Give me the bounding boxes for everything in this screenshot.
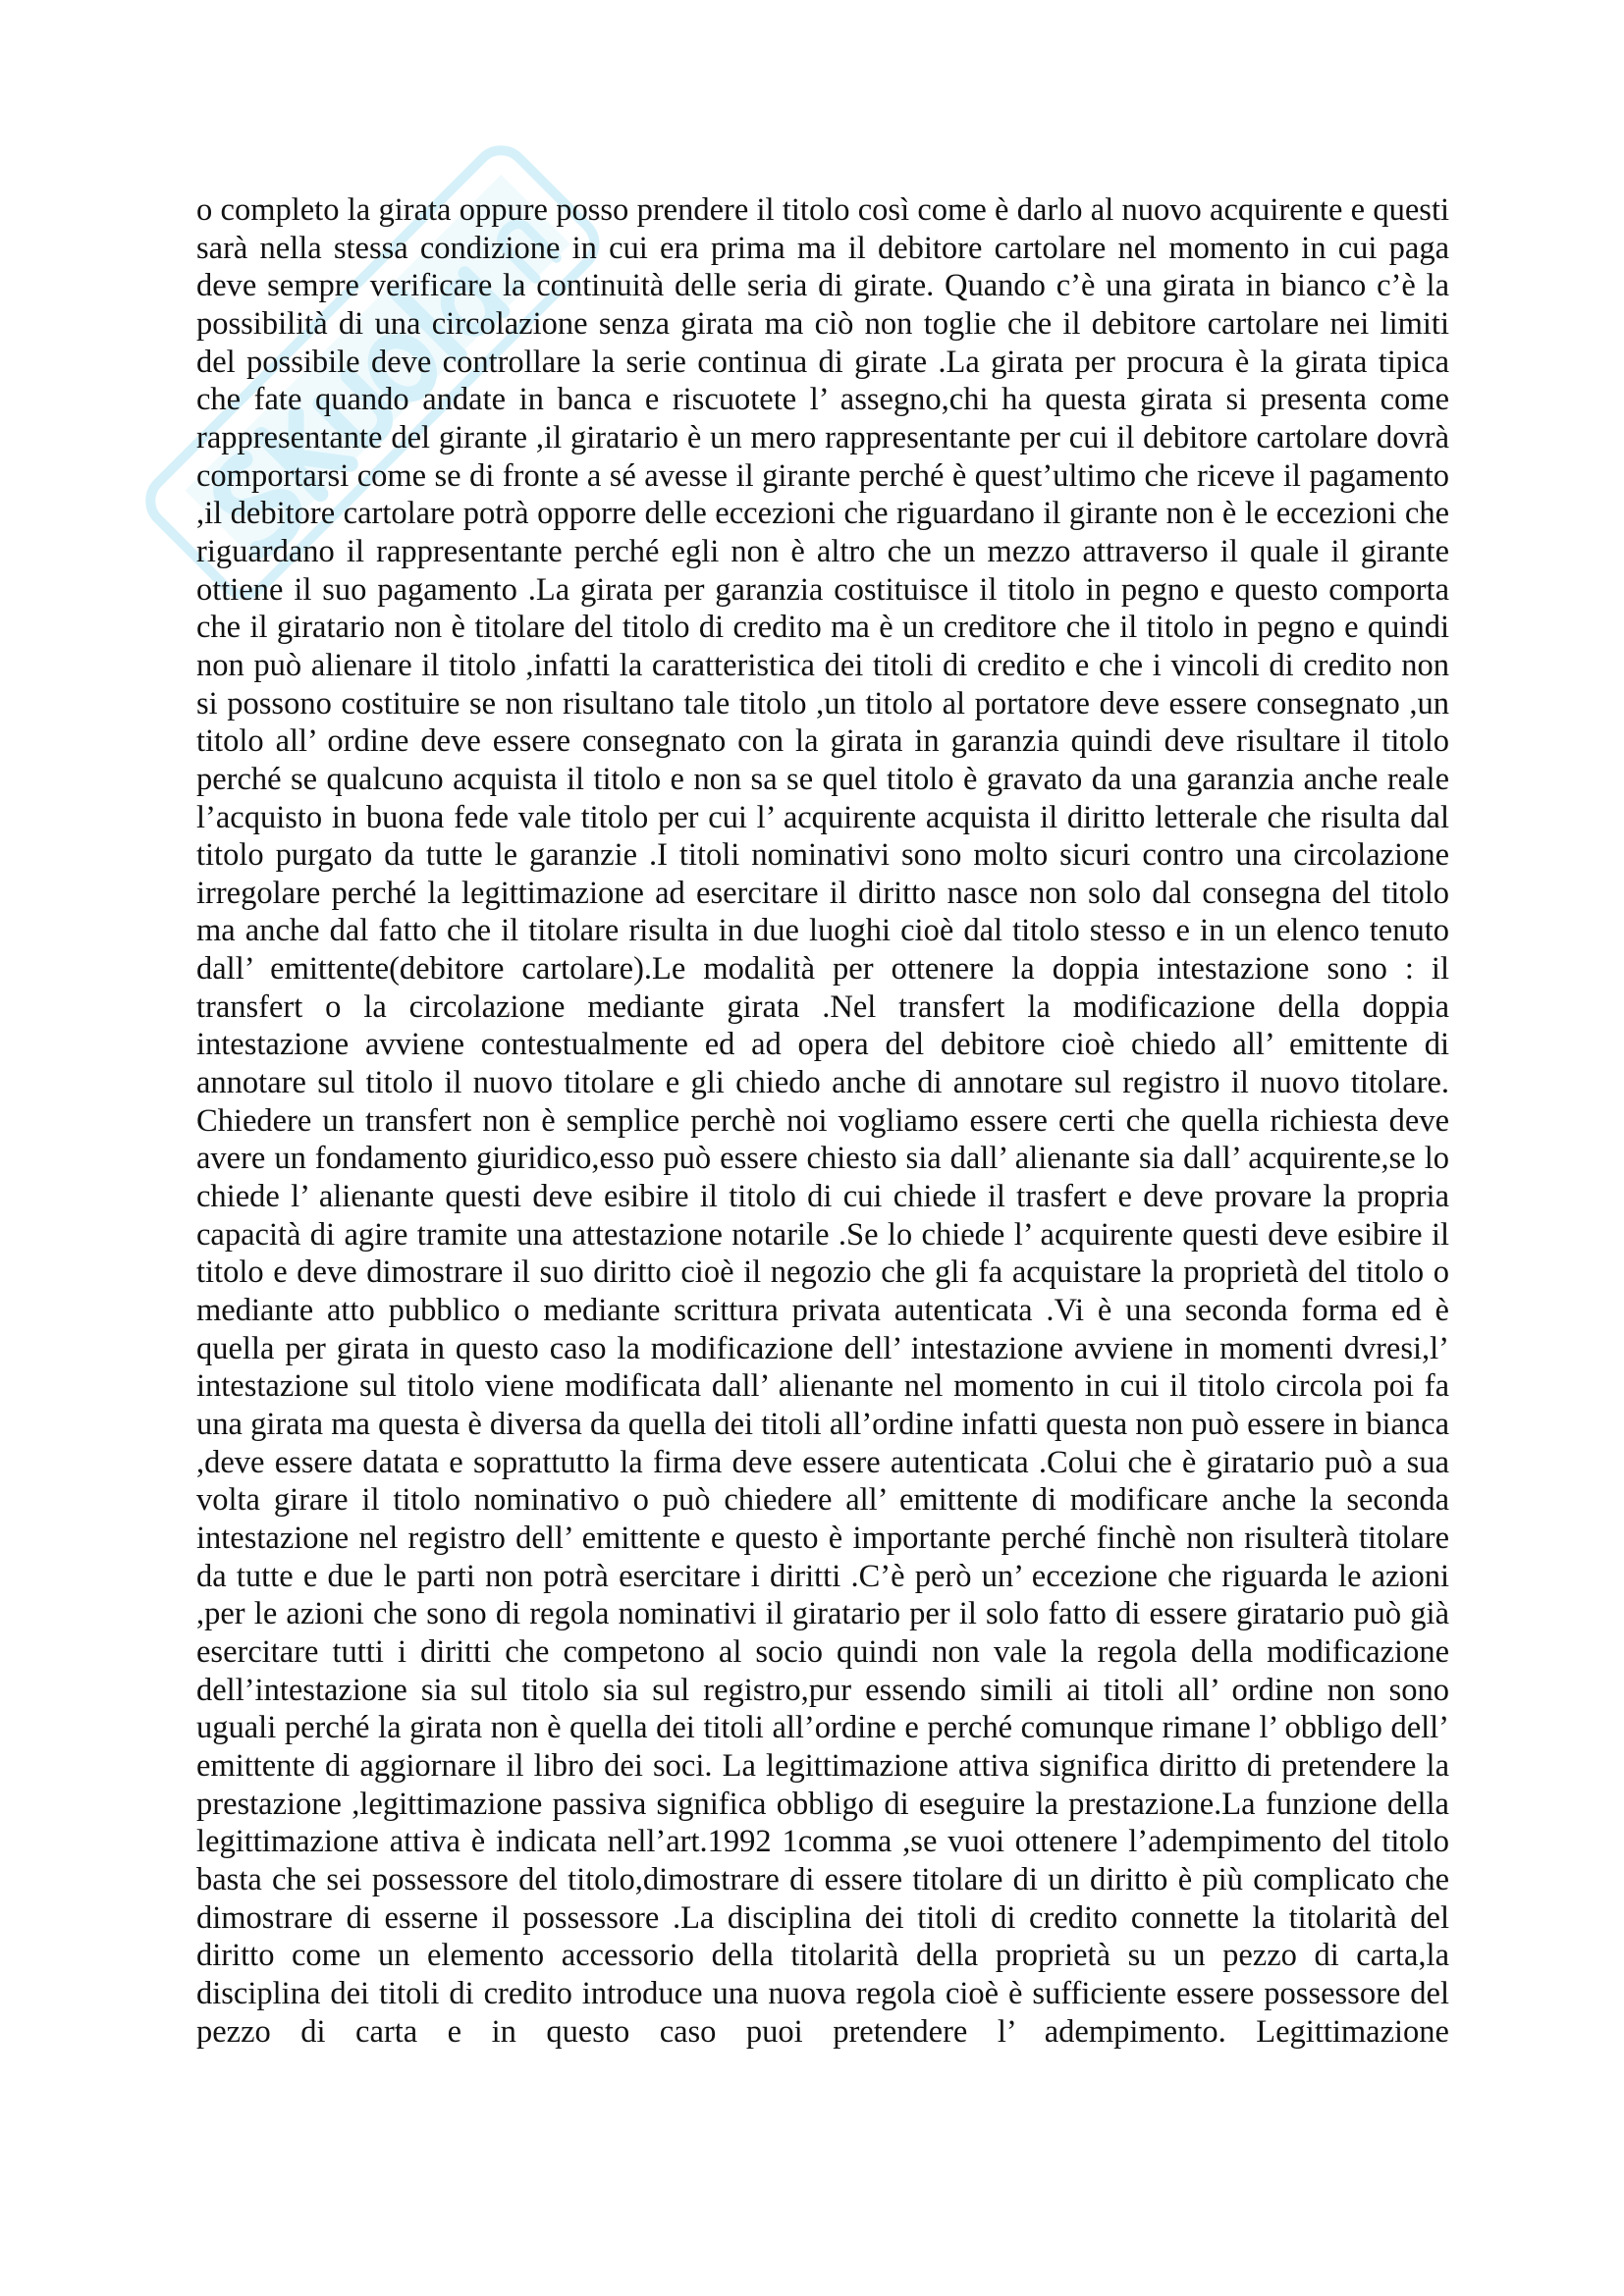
document-body-text: o completo la girata oppure posso prendere il titolo così come è darlo al nuovo acquirente e questi sarà nella stessa condizione in cui era prima ma il debitore cartolare nel momento in cui paga deve sempre verificare la continuità delle seria di girate. Quando c’è una girata in bianco c’è la possibilità di una circolazione senza girata ma ciò non toglie che il debitore cartolare nei limiti del possibile deve controllare la serie continua di girate .La girata per procura è la girata tipica che fate quando andate in banca e riscuotete l’ assegno,chi ha questa girata si presenta come rappresentante del girante ,il giratario è un mero rappresentante per cui il debitore cartolare dovrà comportarsi come se di fronte a sé avesse il girante perché è quest’ultimo che riceve il pagamento ,il debitore cartolare potrà opporre delle eccezioni che riguardano il girante non è le eccezioni che riguardano il rappresentante perché egli non è altro che un mezzo attraverso il quale il girante ottiene il suo pagamento .La girata per garanzia costituisce il titolo in pegno e questo comporta che il giratario non è titolare del titolo di credito ma è un creditore che il titolo in pegno e quindi non può alienare il titolo ,infatti la caratteristica dei titoli di credito e che i vincoli di credito non si possono costituire se non risultano tale titolo ,un titolo al portatore deve essere consegnato ,un titolo all’ ordine deve essere consegnato con la girata in garanzia quindi deve risultare il titolo perché se qualcuno acquista il titolo e non sa se quel titolo è gravato da una garanzia anche reale l’acquisto in buona fede vale titolo per cui l’ acquirente acquista il diritto letterale che risulta dal titolo purgato da tutte le garanzie .I titoli nominativi sono molto sicuri contro una circolazione irregolare perché la legittimazione ad esercitare il diritto nasce non solo dal consegna del titolo ma anche dal fatto che il titolare risulta in due luoghi cioè dal titolo stesso e in un elenco tenuto dall’ emittente(debitore cartolare).Le modalità per ottenere la doppia intestazione sono : il transfert o la circolazione mediante girata .Nel transfert la modificazione della doppia intestazione avviene contestualmente ed ad opera del debitore cioè chiedo all’ emittente di annotare sul titolo il nuovo titolare e gli chiedo anche di annotare sul registro il nuovo titolare. Chiedere un transfert non è semplice perchè noi vogliamo essere certi che quella richiesta deve avere un fondamento giuridico,esso può essere chiesto sia dall’ alienante sia dall’ acquirente,se lo chiede l’ alienante questi deve esibire il titolo di cui chiede il trasfert e deve provare la propria capacità di agire tramite una attestazione notarile .Se lo chiede l’ acquirente questi deve esibire il titolo e deve dimostrare il suo diritto cioè il negozio che gli fa acquistare la proprietà del titolo o mediante atto pubblico o mediante scrittura privata autenticata .Vi è una seconda forma ed è quella per girata in questo caso la modificazione dell’ intestazione avviene in momenti dvresi,l’ intestazione sul titolo viene modificata dall’ alienante nel momento in cui il titolo circola poi fa una girata ma questa è diversa da quella dei titoli all’ordine infatti questa non può essere in bianca ,deve essere datata e soprattutto la firma deve essere autenticata .Colui che è giratario può a sua volta girare il titolo nominativo o può chiedere all’ emittente di modificare anche la seconda intestazione nel registro dell’ emittente e questo è importante perché finchè non risulterà titolare da tutte e due le parti non potrà esercitare i diritti .C’è però un’ eccezione che riguarda le azioni ,per le azioni che sono di regola nominativi il giratario per il solo fatto di essere giratario può già esercitare tutti i diritti che competono al socio quindi non vale la regola della modificazione dell’intestazione sia sul titolo sia sul registro,pur essendo simili ai titoli all’ ordine non sono uguali perché la girata non è quella dei titoli all’ordine e perché comunque rimane l’ obbligo dell’ emittente di aggiornare il libro dei soci. La legittimazione attiva significa diritto di pretendere la prestazione ,legittimazione passiva significa obbligo di eseguire la prestazione.La funzione della legittimazione attiva è indicata nell’art.1992 1comma ,se vuoi ottenere l’adempimento del titolo basta che sei possessore del titolo,dimostrare di essere titolare di un diritto è più complicato che dimostrare di esserne il possessore .La disciplina dei titoli di credito connette la titolarità del diritto come un elemento accessorio della titolarità della proprietà su un pezzo di carta,la disciplina dei titoli di credito introduce una nuova regola cioè è sufficiente essere possessore del pezzo di carta e in questo caso puoi pretendere l’ adempimento. Legittimazione [196,192,1449,2050]
